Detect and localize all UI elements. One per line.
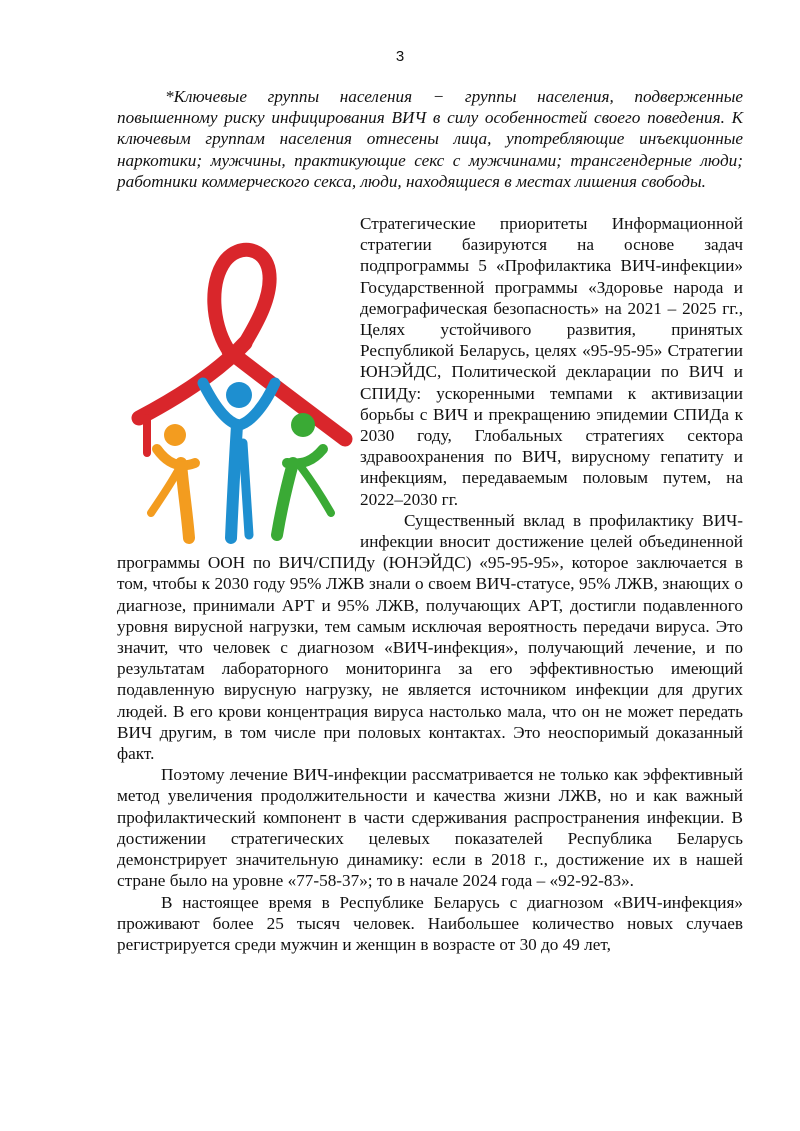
- ribbon-house-logo-icon: [117, 213, 360, 549]
- paragraph-treatment: Поэтому лечение ВИЧ-инфекции рассматривается не только как эффективный метод увеличения продолжительности и качества жизни ЛЖВ, но и как важный профилактический компонент в части сдерживания распространения инфекции. В достижении стратегических целевых показателей Республика Беларусь демонстрирует значительную динамику: если в 2018 г., достижение их в нашей стране было на уровне «77-58-37»; то в начале 2024 года – «92-92-83».: [117, 765, 743, 891]
- key-groups-footnote: *Ключевые группы населения − группы населения, подверженные повышенному риску инфицирования ВИЧ в силу особенностей своего поведения. К ключевым группам населения отнесены лица, употребляющие инъекционные наркотики; мужчины, практикующие секс с мужчинами; трансгендерные люди; работники коммерческого секса, люди, находящиеся в местах лишения свободы.: [117, 87, 743, 191]
- paragraph-95-95-95: Существенный вклад в профилактику ВИЧ-инфекции вносит достижение целей объединенной программы ООН по ВИЧ/СПИДу (ЮНЭЙДС) «95-95-95», которое заключается в том, чтобы к 2030 году 95% ЛЖВ знали о своем ВИЧ-статусе, 95% ЛЖВ, знающих о диагнозе, принимали АРТ и 95% ЛЖВ, получающих АРТ, достигли подавленного уровня вирусной нагрузки, тем самым исключая вероятность передачи вируса. Это значит, что человек с диагнозом «ВИЧ-инфекция», получающий лечение, и по результатам лабораторного мониторинга за его эффективностью имеющий подавленную вирусную нагрузку, не является источником инфекции для других людей. В его крови концентрация вируса настолько мала, что он не может передать ВИЧ другим, в том числе при половых контактах. Это неоспоримый доказанный факт.: [117, 510, 743, 764]
- main-text: [117, 213, 743, 955]
- page-number: 3: [395, 48, 405, 65]
- paragraph-strategy-priorities: Стратегические приоритеты Информационной стратегии базируются на основе задач подпрограммы 5 «Профилактика ВИЧ-инфекции» Государственной программы «Здоровье народа и демографическая безопасность» на 2021 – 2025 гг., Целях устойчивого развития, принятых Республикой Беларусь, целях «95-95-95» Стратегии ЮНЭЙДС, Политической декларации по ВИЧ и СПИДу: ускоренными темпами к активизации борьбы с ВИЧ и прекращению эпидемии СПИДа к 2030 году, Глобальных стратегиях сектора здравоохранения по ВИЧ, вирусному гепатиту и инфекциям, передаваемым половым путем, на 2022–2030 гг.: [360, 214, 743, 509]
- paragraph-current-situation: В настоящее время в Республике Беларусь с диагнозом «ВИЧ-инфекция» проживают более 25 тысяч человек. Наибольшее количество новых случаев регистрируется среди мужчин и женщин в возрасте от 30 до 49 лет,: [117, 892, 743, 954]
- hiv-ribbon-house-logo: [117, 213, 360, 549]
